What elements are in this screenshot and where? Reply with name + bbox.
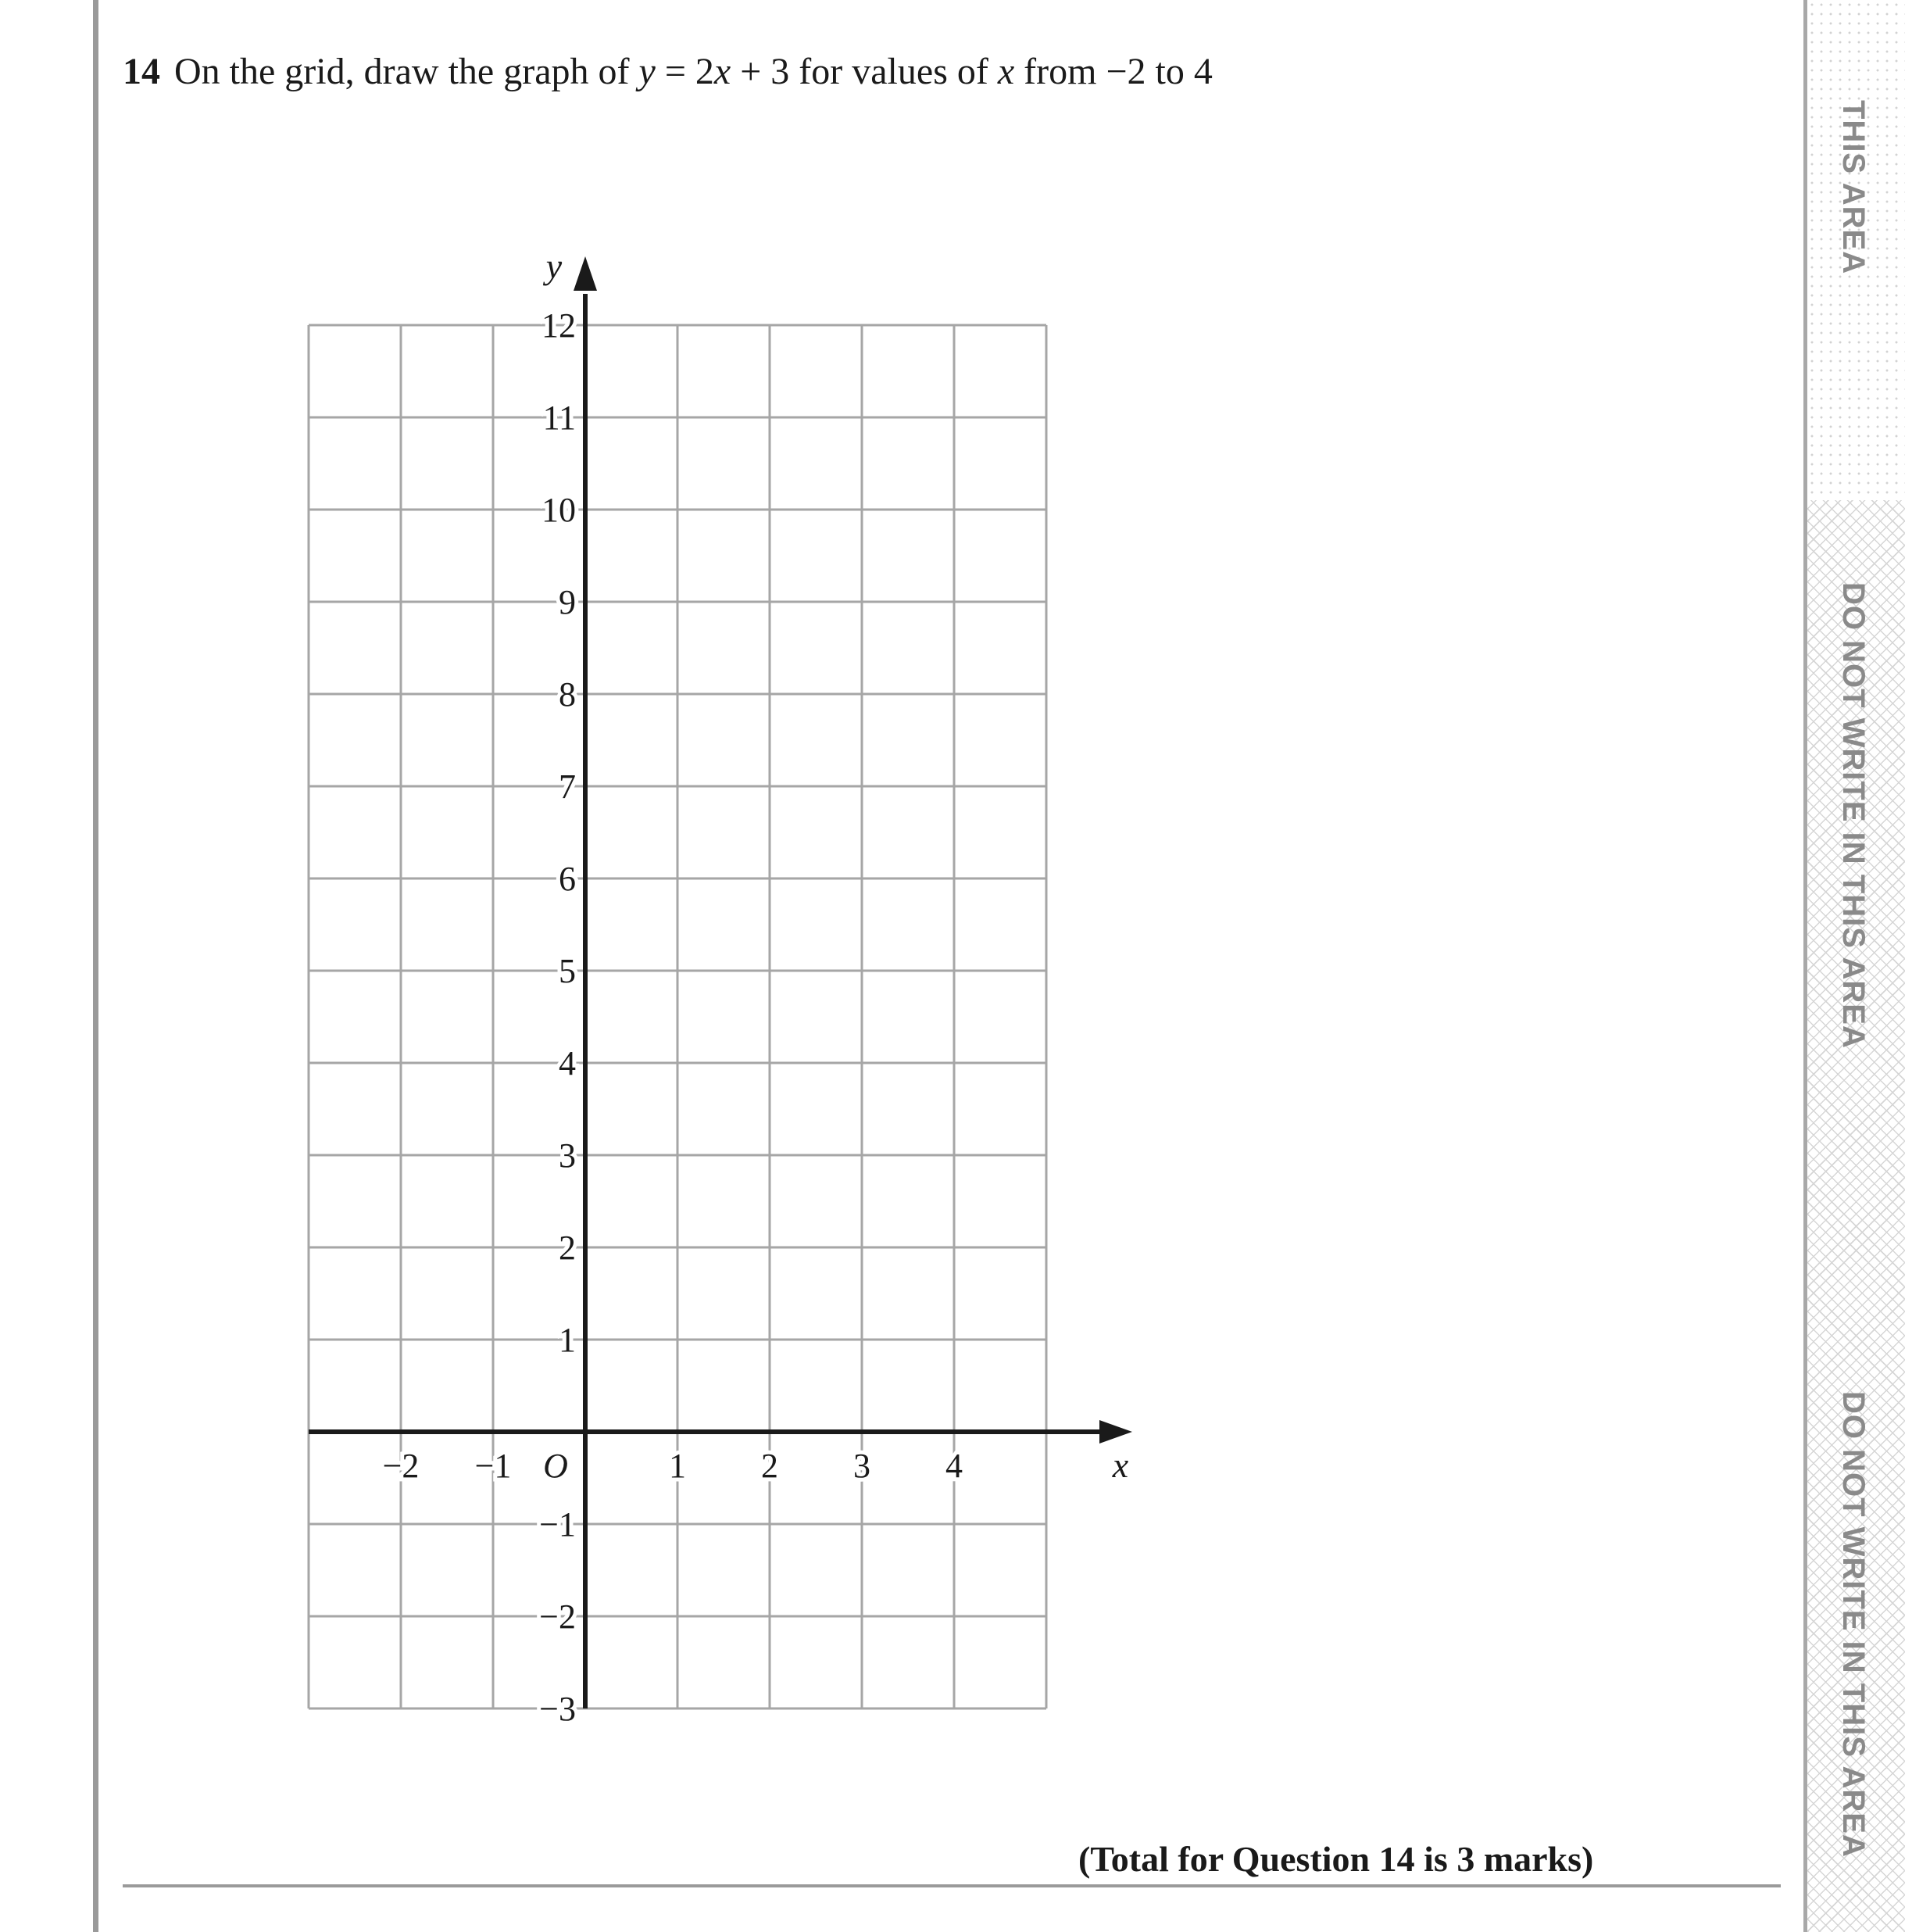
question-var-x: x	[713, 51, 731, 92]
grid-lines	[309, 325, 1046, 1708]
y-tick-label: −2	[539, 1597, 576, 1636]
y-tick-label: 10	[541, 491, 576, 529]
margin-text-top: THIS AREA	[1836, 100, 1871, 275]
y-tick-label: 1	[559, 1321, 576, 1359]
y-tick-label: 7	[559, 767, 576, 806]
question-text-1: On the grid, draw the graph of	[174, 51, 639, 92]
x-axis-arrow	[1099, 1420, 1132, 1444]
axes	[309, 256, 1132, 1708]
margin-text-middle: DO NOT WRITE IN THIS AREA	[1836, 582, 1871, 1049]
question-number: 14	[123, 51, 160, 92]
question-text-3: + 3 for values of	[731, 51, 998, 92]
question-var-x2: x	[997, 51, 1015, 92]
question-text-4: from −2 to 4	[1014, 51, 1213, 92]
tick-labels	[383, 246, 1129, 1728]
question-var-y: y	[638, 51, 656, 92]
y-tick-label: 2	[559, 1229, 576, 1267]
x-tick-label: −1	[474, 1447, 512, 1485]
x-axis-label: x	[1112, 1445, 1129, 1485]
y-tick-label: 3	[559, 1136, 576, 1175]
y-axis-label: y	[545, 246, 563, 286]
x-tick-label: 1	[669, 1447, 686, 1485]
x-tick-label: −2	[382, 1447, 420, 1485]
y-tick-label: 8	[559, 675, 576, 714]
y-tick-label: −3	[539, 1690, 576, 1728]
y-tick-label: 5	[559, 952, 576, 990]
origin-label: O	[543, 1447, 568, 1485]
x-tick-label: 4	[945, 1447, 963, 1485]
y-tick-label: 4	[559, 1044, 576, 1082]
question-text-2: = 2	[655, 51, 714, 92]
y-tick-label: 12	[541, 306, 576, 345]
x-tick-label: 2	[761, 1447, 778, 1485]
y-tick-label: 11	[542, 399, 576, 437]
bottom-rule	[123, 1884, 1781, 1887]
question-total: (Total for Question 14 is 3 marks)	[1078, 1839, 1594, 1879]
y-axis-arrow	[574, 256, 597, 291]
x-tick-label: 3	[853, 1447, 870, 1485]
margin-text-bottom: DO NOT WRITE IN THIS AREA	[1836, 1391, 1871, 1858]
y-tick-label: 6	[559, 860, 576, 898]
y-tick-label: −1	[539, 1505, 576, 1544]
y-tick-label: 9	[559, 583, 576, 621]
